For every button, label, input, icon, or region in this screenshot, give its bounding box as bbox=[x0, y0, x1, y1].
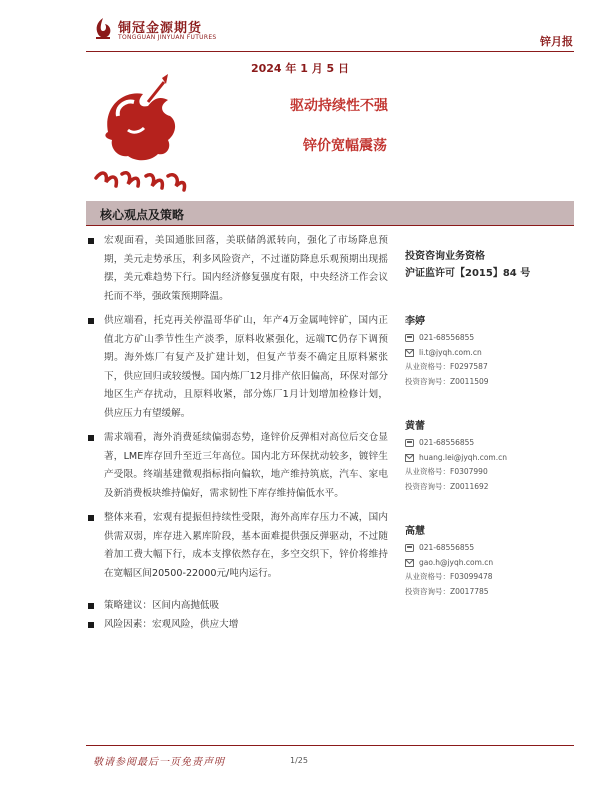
brand-name-en: TONGGUAN JINYUAN FUTURES bbox=[118, 34, 217, 41]
phone-icon bbox=[405, 544, 414, 552]
section-title: 核心观点及策略 bbox=[100, 208, 185, 222]
email-icon bbox=[405, 454, 414, 462]
analyst-advisory-number: 投资咨询号：Z0011509 bbox=[405, 376, 489, 386]
analyst-advisory-number: 投资咨询号：Z0017785 bbox=[405, 586, 489, 596]
brand-name: 铜冠金源期货 bbox=[118, 21, 203, 36]
analyst-card bbox=[405, 522, 580, 599]
list-item: 整体来看，宏观有提振但持续性受限，海外高库存压力不减，国内供需双弱，库存进入累库阶段，基本面难提供强反弹驱动，不过随着加工费大幅下行，成本支撑依然存在，多空交织下，锌价将维持在宽幅区间20500-22000元/吨内运行。 bbox=[88, 509, 388, 583]
qualification-label: 投资咨询业务资格 bbox=[405, 251, 485, 262]
report-title-line1: 驱动持续性不强 bbox=[290, 98, 388, 114]
analyst-card bbox=[405, 417, 580, 494]
analyst-phone: 021-68556855 bbox=[405, 541, 580, 556]
analyst-name: 李婷 bbox=[405, 316, 425, 327]
core-views-list bbox=[88, 232, 388, 634]
analyst-card bbox=[405, 312, 580, 389]
email-icon bbox=[405, 349, 414, 357]
report-title-line2: 锌价宽幅震荡 bbox=[303, 138, 387, 154]
header-divider bbox=[86, 51, 574, 52]
email-icon bbox=[405, 559, 414, 567]
analyst-name: 黄蕾 bbox=[405, 421, 425, 432]
company-logo-icon bbox=[92, 17, 114, 41]
qualification-license: 沪证监许可【2015】84 号 bbox=[405, 268, 531, 279]
analyst-advisory-number: 投资咨询号：Z0011692 bbox=[405, 481, 489, 491]
analyst-email: gao.h@jyqh.com.cn bbox=[405, 556, 580, 571]
analyst-phone: 021-68556855 bbox=[405, 436, 580, 451]
disclaimer-note: 敬请参阅最后一页免责声明 bbox=[93, 757, 225, 768]
bull-brush-illustration-icon bbox=[88, 72, 198, 202]
analyst-email: li.t@jyqh.com.cn bbox=[405, 346, 580, 361]
bullet-icon bbox=[88, 318, 94, 324]
bullet-icon bbox=[88, 622, 94, 628]
analyst-license: 从业资格号：F0307990 bbox=[405, 467, 488, 476]
report-type: 锌月报 bbox=[540, 35, 573, 48]
list-item: 宏观面看，美国通胀回落，美联储鸽派转向，强化了市场降息预期，美元走势承压，利多风险资产，不过谨防降息乐观预期出现摇摆，美元难趋势下行。国内经济修复强度有限，中央经济工作会议托而不举，强政策预期降温。 bbox=[88, 232, 388, 306]
analyst-name: 高慧 bbox=[405, 526, 425, 537]
bullet-icon bbox=[88, 515, 94, 521]
page-number: 1/25 bbox=[290, 756, 308, 765]
analyst-phone: 021-68556855 bbox=[405, 331, 580, 346]
analyst-license: 从业资格号：F03099478 bbox=[405, 572, 493, 581]
bullet-icon bbox=[88, 238, 94, 244]
phone-icon bbox=[405, 334, 414, 342]
bullet-icon bbox=[88, 603, 94, 609]
risk-item: 风险因素：宏观风险，供应大增 bbox=[88, 616, 388, 635]
list-item: 供应端看，托克再关停温哥华矿山，年产4万金属吨锌矿，国内正值北方矿山季节性生产淡季，原料收紧强化，远端TC仍存下调预期。海外炼厂有复产及扩建计划，但复产节奏不确定且原料紧张下，供应回归或较缓慢。国内炼厂12月排产依旧偏高，环保对部分地区生产存扰动，且原料收紧，部分炼厂1月计划增加检修计划，供应压力有望缓解。 bbox=[88, 312, 388, 423]
report-date: 2024 年 1 月 5 日 bbox=[250, 62, 350, 75]
analyst-license: 从业资格号：F0297587 bbox=[405, 362, 488, 371]
bullet-icon bbox=[88, 435, 94, 441]
list-item: 需求端看，海外消费延续偏弱态势，逢锌价反弹相对高位后交仓显著，LME库存回升至近三年高位。国内北方环保扰动较多，镀锌生产受限。终端基建微观指标指向偏软，地产维持筑底，汽车、家电及新消费板块维持偏好，需求韧性下库存维持偏低水平。 bbox=[88, 429, 388, 503]
analyst-sidebar bbox=[405, 248, 580, 599]
strategy-item: 策略建议：区间内高抛低吸 bbox=[88, 597, 388, 616]
phone-icon bbox=[405, 439, 414, 447]
section-divider bbox=[86, 225, 574, 226]
analyst-email: huang.lei@jyqh.com.cn bbox=[405, 451, 580, 466]
footer-divider bbox=[86, 745, 574, 746]
